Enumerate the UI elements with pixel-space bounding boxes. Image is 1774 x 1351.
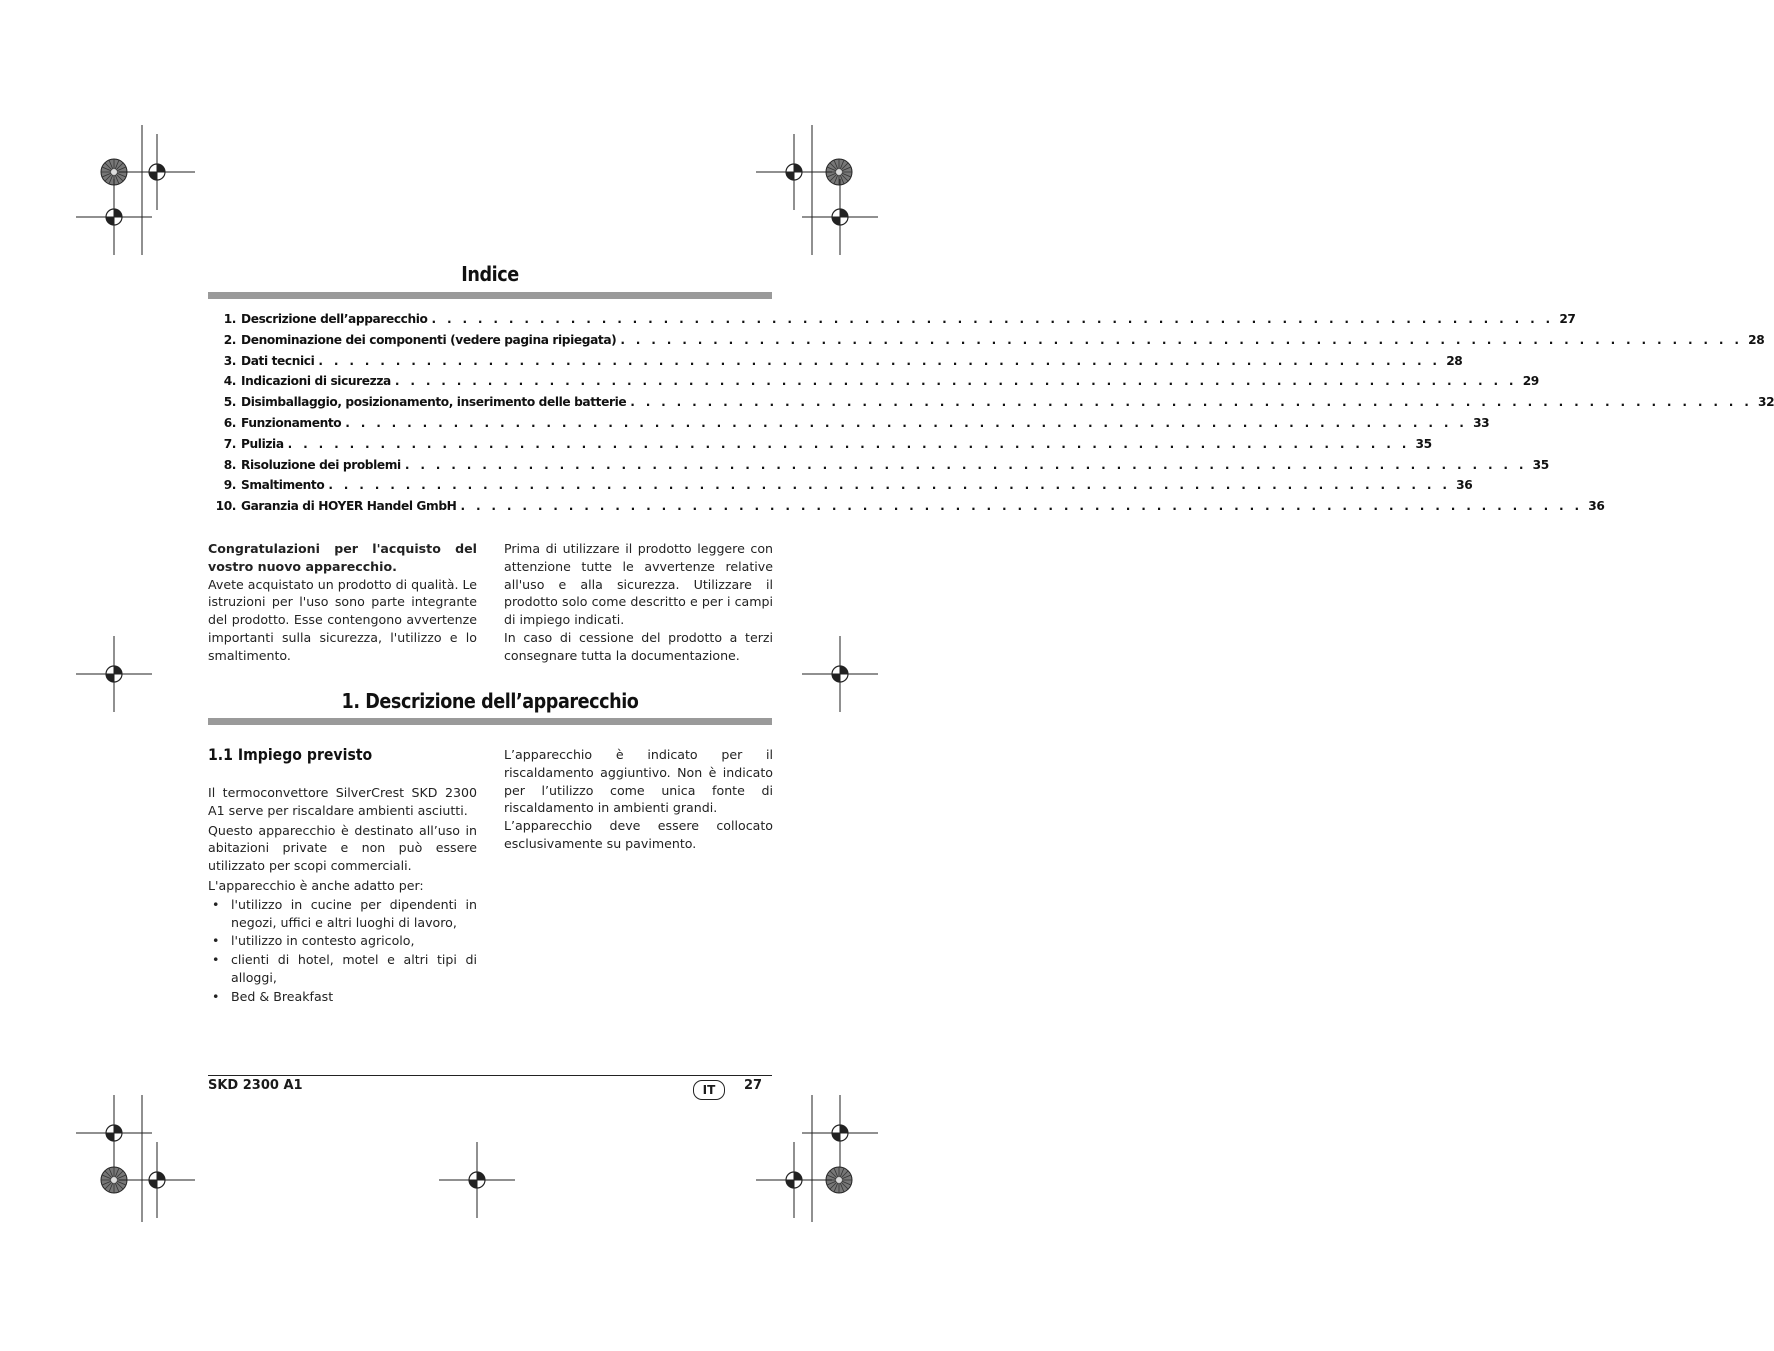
toc-entry-title: Smaltimento <box>241 478 325 493</box>
list-item <box>208 951 477 987</box>
registration-target-icon <box>802 179 878 255</box>
toc-entry-page: 32 <box>1758 395 1774 410</box>
toc-leader-dots: . . . . . . . . . . . . . . . . . . . . . . . . . . . . . . . . . . . . . . . . . . . . . . . . . . . . . . . . . . . . . . . . . . . . . . . . . <box>345 415 1468 430</box>
toc-entry-number: 10. <box>215 499 236 514</box>
toc-entry-title: Garanzia di HOYER Handel GmbH <box>241 499 457 514</box>
registration-target-icon <box>802 636 878 712</box>
toc-entry-title: Descrizione dell’apparecchio <box>241 312 428 326</box>
intro-left-column <box>208 540 477 665</box>
toc-entry-title: Funzionamento <box>241 415 342 430</box>
toc-entry-page: 29 <box>1522 374 1539 389</box>
toc-entry-title: Denominazione dei componenti (vedere pagina ripiegata) <box>241 332 617 347</box>
registration-target-icon <box>119 134 195 210</box>
toc-entry[interactable] <box>208 415 1490 437</box>
subsection-title: 1.1 Impiego previsto <box>208 745 373 764</box>
toc-entry[interactable] <box>208 499 1605 520</box>
toc-title: Indice <box>461 262 519 286</box>
intro-paragraph: Avete acquistato un prodotto di qualità. Le istruzioni per l'uso sono parte integrante del prodotto. Esse contengono avvertenze importanti sulla sicurezza, l'utilizzo e lo smaltimento. <box>208 576 477 663</box>
table-of-contents <box>208 312 1774 520</box>
footer-model-number: SKD 2300 A1 <box>208 1078 303 1093</box>
toc-leader-dots: . . . . . . . . . . . . . . . . . . . . . . . . . . . . . . . . . . . . . . . . . . . . . . . . . . . . . . . . . . . . . . . . . . . . . . . . . <box>460 499 1583 514</box>
list-item <box>208 896 477 932</box>
toc-leader-dots: . . . . . . . . . . . . . . . . . . . . . . . . . . . . . . . . . . . . . . . . . . . . . . . . . . . . . . . . . . . . . . . . . . . . . . . . . <box>630 395 1753 410</box>
bullet-icon: • <box>212 933 220 949</box>
intro-paragraph: Prima di utilizzare il prodotto leggere con attenzione tutte le avvertenze relative all'uso e alla sicurezza. Utilizzare il prodotto solo come descritto e per i campi di impiego indicati. <box>504 541 773 628</box>
toc-entry-title: Indicazioni di sicurezza <box>241 374 391 389</box>
toc-entry[interactable] <box>208 457 1549 479</box>
toc-leader-dots: . . . . . . . . . . . . . . . . . . . . . . . . . . . . . . . . . . . . . . . . . . . . . . . . . . . . . . . . . . . . . . . . . . . . . . . . . <box>620 332 1743 347</box>
toc-entry[interactable] <box>208 478 1473 499</box>
body-paragraph: L’apparecchio è indicato per il riscaldamento aggiuntivo. Non è indicato per l’utilizzo come unica fonte di riscaldamento in ambienti grandi. <box>504 747 773 816</box>
intro-heading: Congratulazioni per l'acquisto del vostro nuovo apparecchio. <box>208 541 477 574</box>
toc-entry[interactable] <box>208 312 1576 333</box>
toc-entry-number: 7. <box>223 436 236 451</box>
toc-entry-page: 36 <box>1588 499 1605 514</box>
toc-entry[interactable] <box>208 353 1463 375</box>
toc-leader-dots: . . . . . . . . . . . . . . . . . . . . . . . . . . . . . . . . . . . . . . . . . . . . . . . . . . . . . . . . . . . . . . . . . . . . . . . . . <box>431 312 1554 326</box>
list-item-text: clienti di hotel, motel e altri tipi di alloggi, <box>231 952 477 985</box>
toc-entry-number: 2. <box>223 332 236 347</box>
toc-entry-title: Risoluzione dei problemi <box>241 457 401 472</box>
toc-entry-number: 5. <box>223 395 236 410</box>
section-right-column <box>504 746 773 853</box>
registration-target-icon <box>76 179 152 255</box>
section-title: 1. Descrizione dell’apparecchio <box>341 689 639 713</box>
toc-leader-dots: . . . . . . . . . . . . . . . . . . . . . . . . . . . . . . . . . . . . . . . . . . . . . . . . . . . . . . . . . . . . . . . . . . . . . . . . . <box>404 457 1527 472</box>
toc-entry-number: 9. <box>223 478 236 493</box>
page-number: 27 <box>744 1078 763 1093</box>
toc-entry-page: 28 <box>1748 332 1765 347</box>
bullet-icon: • <box>212 952 220 968</box>
toc-entry-number: 3. <box>223 353 236 368</box>
language-badge: IT <box>693 1080 725 1100</box>
toc-leader-dots: . . . . . . . . . . . . . . . . . . . . . . . . . . . . . . . . . . . . . . . . . . . . . . . . . . . . . . . . . . . . . . . . . . . . . . . . . <box>318 353 1441 368</box>
toc-entry-page: 33 <box>1473 415 1490 430</box>
toc-entry[interactable] <box>208 395 1774 416</box>
registration-target-icon <box>756 1142 832 1218</box>
list-item-text: l'utilizzo in contesto agricolo, <box>231 933 415 949</box>
toc-entry-number: 8. <box>223 457 236 472</box>
body-paragraph: Questo apparecchio è destinato all’uso in abitazioni private e non può essere utilizzato per scopi commerciali. <box>208 822 477 874</box>
toc-entry-number: 6. <box>223 415 236 430</box>
intro-paragraph: In caso di cessione del prodotto a terzi consegnare tutta la documentazione. <box>504 629 773 663</box>
toc-entry[interactable] <box>208 436 1432 458</box>
toc-leader-dots: . . . . . . . . . . . . . . . . . . . . . . . . . . . . . . . . . . . . . . . . . . . . . . . . . . . . . . . . . . . . . . . . . . . . . . . . . <box>287 436 1410 451</box>
toc-divider <box>208 292 772 299</box>
toc-entry-page: 36 <box>1456 478 1473 493</box>
toc-entry-page: 27 <box>1559 312 1576 326</box>
footer-divider <box>208 1075 772 1076</box>
toc-entry-number: 4. <box>223 374 236 389</box>
toc-entry-page: 35 <box>1415 436 1432 451</box>
list-item-text: Bed & Breakfast <box>231 988 334 1004</box>
toc-entry-number: 1. <box>223 312 236 326</box>
toc-entry-page: 28 <box>1446 353 1463 368</box>
intro-right-column <box>504 540 773 665</box>
section-left-column <box>208 784 477 1006</box>
section-divider <box>208 718 772 725</box>
list-item <box>208 932 477 950</box>
body-paragraph: L'apparecchio è anche adatto per: <box>208 877 424 893</box>
registration-target-icon <box>119 1142 195 1218</box>
toc-entry-title: Dati tecnici <box>241 353 315 368</box>
bullet-icon: • <box>212 896 220 912</box>
toc-entry-title: Disimballaggio, posizionamento, inserimento delle batterie <box>241 395 627 410</box>
toc-leader-dots: . . . . . . . . . . . . . . . . . . . . . . . . . . . . . . . . . . . . . . . . . . . . . . . . . . . . . . . . . . . . . . . . . . . . . . . . . <box>394 374 1517 389</box>
toc-leader-dots: . . . . . . . . . . . . . . . . . . . . . . . . . . . . . . . . . . . . . . . . . . . . . . . . . . . . . . . . . . . . . . . . . . . . . . . . . <box>328 478 1451 493</box>
list-item <box>208 988 477 1006</box>
registration-target-icon <box>756 134 832 210</box>
registration-target-icon <box>76 636 152 712</box>
usage-list <box>208 896 477 1006</box>
toc-entry-page: 35 <box>1532 457 1549 472</box>
toc-entry-title: Pulizia <box>241 436 284 451</box>
toc-entry[interactable] <box>208 332 1765 354</box>
body-paragraph: Il termoconvettore SilverCrest SKD 2300 A1 serve per riscaldare ambienti asciutti. <box>208 785 477 818</box>
bullet-icon: • <box>212 988 220 1004</box>
body-paragraph: L’apparecchio deve essere collocato esclusivamente su pavimento. <box>504 818 773 851</box>
list-item-text: l'utilizzo in cucine per dipendenti in negozi, uffici e altri luoghi di lavoro, <box>231 896 477 930</box>
registration-target-icon <box>76 1095 152 1171</box>
registration-target-icon <box>802 1095 878 1171</box>
toc-entry[interactable] <box>208 374 1539 395</box>
registration-target-icon <box>439 1142 515 1218</box>
